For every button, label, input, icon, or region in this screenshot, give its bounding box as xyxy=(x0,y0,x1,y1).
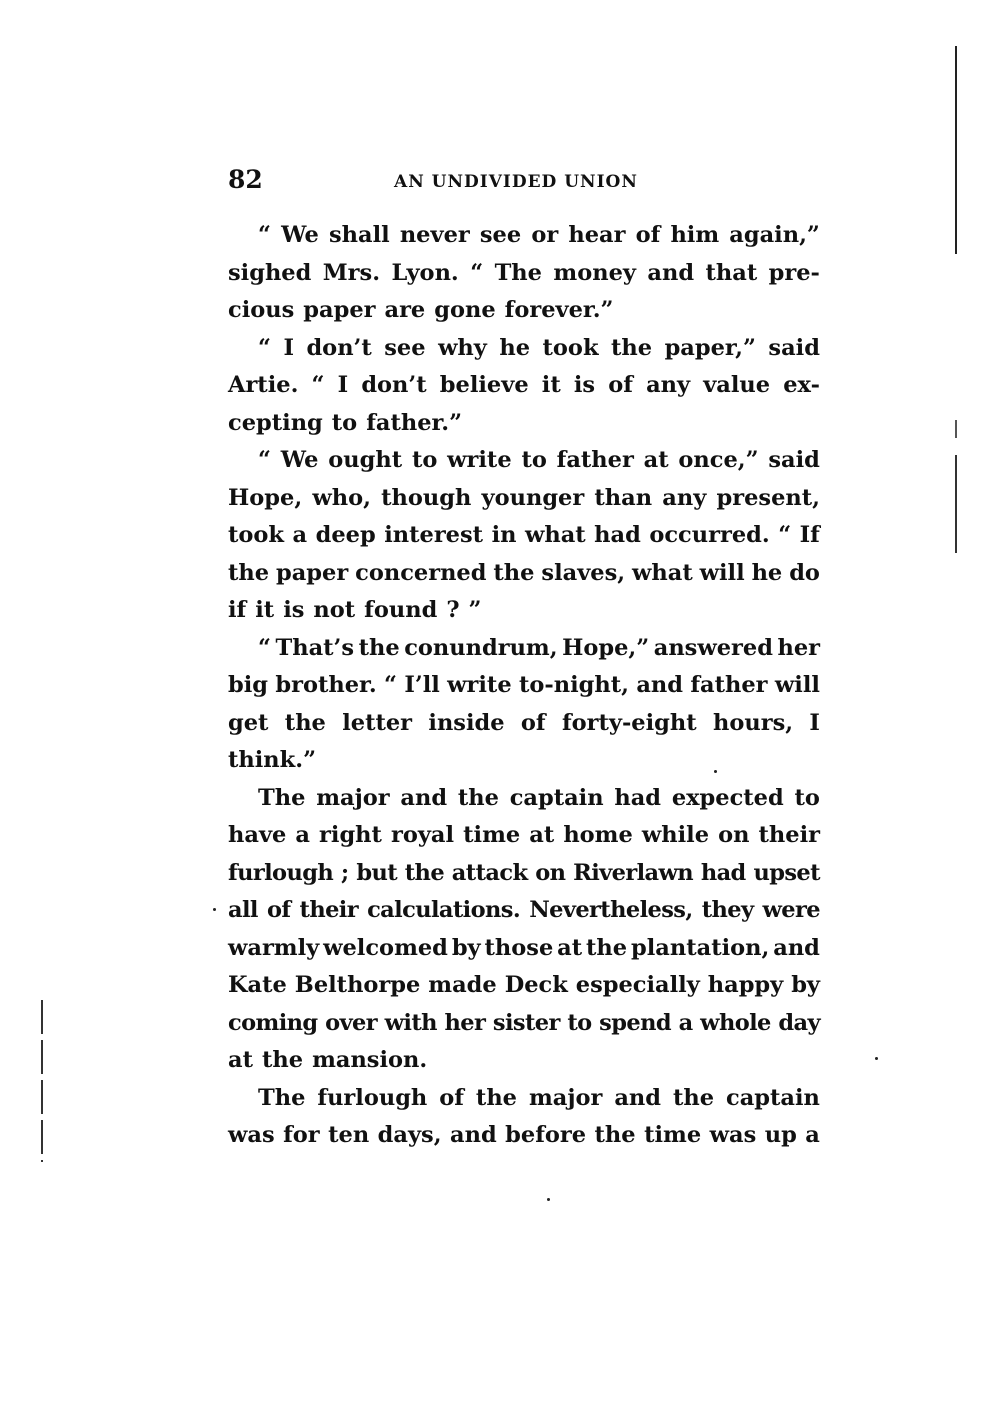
text-line xyxy=(228,817,820,855)
text-line xyxy=(228,1005,820,1043)
text-line xyxy=(228,592,820,630)
word: the xyxy=(475,1084,517,1111)
word: said xyxy=(768,447,820,473)
word: to xyxy=(331,409,358,436)
text-line xyxy=(228,780,820,818)
word: the xyxy=(594,1122,636,1148)
word: major xyxy=(528,1084,603,1111)
word: are xyxy=(384,297,426,323)
word: Lyon. xyxy=(391,259,459,286)
word: “ xyxy=(311,372,325,398)
word: at xyxy=(557,934,583,961)
word: the xyxy=(284,709,326,736)
word: have xyxy=(228,822,287,848)
word: ; xyxy=(340,859,349,886)
word: a xyxy=(805,1122,820,1148)
word: Deck xyxy=(504,972,568,998)
scan-edge-mark xyxy=(955,46,957,254)
scan-edge-mark xyxy=(955,455,957,553)
word: whole xyxy=(700,1009,771,1036)
word: who, xyxy=(312,484,371,511)
word: day xyxy=(778,1009,820,1036)
word: I xyxy=(809,709,820,736)
word: that xyxy=(705,259,758,286)
scan-speck xyxy=(714,770,717,773)
word: write xyxy=(447,672,512,698)
text-line xyxy=(228,480,820,518)
word: paper xyxy=(303,297,376,323)
word: write xyxy=(447,447,512,473)
word: it xyxy=(255,597,275,623)
word: royal xyxy=(391,822,455,848)
word: to-night, xyxy=(519,672,629,698)
word: forty-eight xyxy=(561,709,697,736)
word: cious xyxy=(228,297,295,323)
word: once,” xyxy=(678,447,759,473)
word: to xyxy=(567,1009,592,1036)
word: he xyxy=(499,334,531,361)
word: plantation, xyxy=(631,934,770,961)
word: of xyxy=(635,222,661,248)
word: We xyxy=(280,447,319,473)
word: it xyxy=(541,372,561,398)
word: sighed xyxy=(228,259,312,286)
word: pre- xyxy=(768,259,820,286)
word: a xyxy=(295,822,310,848)
word: to xyxy=(521,447,547,473)
text-line xyxy=(228,630,820,668)
word: the xyxy=(404,859,445,886)
word: is xyxy=(283,597,305,623)
word: Artie. xyxy=(228,372,299,398)
word: brother. xyxy=(275,672,377,698)
word: what xyxy=(632,559,693,586)
word: slaves, xyxy=(541,559,626,586)
word: right xyxy=(319,822,382,848)
word: Mrs. xyxy=(322,259,381,286)
word: Hope, xyxy=(228,484,303,511)
word: present, xyxy=(716,484,820,511)
word: never xyxy=(399,222,470,248)
word: “ xyxy=(258,222,271,248)
word: on xyxy=(718,822,750,848)
word: before xyxy=(505,1122,587,1148)
word: by xyxy=(791,972,820,998)
word: The xyxy=(494,259,542,286)
word: the xyxy=(586,934,628,961)
word: expected xyxy=(671,784,784,811)
word: concerned xyxy=(355,559,487,586)
word: believe xyxy=(439,372,529,398)
running-head xyxy=(228,163,828,197)
word: any xyxy=(662,484,707,511)
word: furlough xyxy=(228,859,334,886)
word: do xyxy=(789,559,820,586)
word: and xyxy=(450,1122,497,1148)
body-text xyxy=(228,217,820,1155)
word: I xyxy=(283,334,294,361)
word: their xyxy=(299,897,358,923)
word: especially xyxy=(575,972,700,998)
word: said xyxy=(768,334,820,361)
text-line xyxy=(228,855,820,893)
word: had xyxy=(700,859,746,886)
word: mansion. xyxy=(312,1047,428,1073)
word: up xyxy=(764,1122,797,1148)
word: spend xyxy=(599,1009,671,1036)
word: the xyxy=(672,1084,715,1111)
word: interest xyxy=(384,522,484,548)
word: he xyxy=(751,559,783,586)
word: and xyxy=(614,1084,661,1111)
text-line xyxy=(228,1042,820,1080)
word: major xyxy=(316,784,390,811)
word: though xyxy=(381,484,472,511)
text-line xyxy=(228,330,820,368)
text-line xyxy=(228,405,820,443)
word: her xyxy=(777,634,820,661)
word: found xyxy=(364,597,438,623)
word: occurred. xyxy=(649,522,770,548)
word: attack xyxy=(451,859,528,886)
word: I’ll xyxy=(404,672,440,698)
word: letter xyxy=(342,709,413,736)
word: inside xyxy=(428,709,505,736)
word: shall xyxy=(328,222,390,248)
word: happy xyxy=(707,972,784,998)
scan-edge-mark xyxy=(41,1000,43,1162)
word: home xyxy=(563,822,633,848)
word: time xyxy=(644,1122,702,1148)
scan-edge-mark xyxy=(955,420,957,438)
text-line xyxy=(228,367,820,405)
word: at xyxy=(529,822,555,848)
word: captain xyxy=(726,1084,820,1111)
word: calculations. xyxy=(367,897,521,923)
word: the xyxy=(611,334,653,361)
word: answered xyxy=(653,634,773,661)
word: “ xyxy=(778,522,792,548)
word: “ xyxy=(258,334,271,361)
word: to xyxy=(411,447,438,473)
text-line xyxy=(228,255,820,293)
word: furlough xyxy=(317,1084,428,1111)
word: hours, xyxy=(712,709,794,736)
word: days, xyxy=(377,1122,442,1148)
word: ex- xyxy=(783,372,820,398)
word: any xyxy=(646,372,691,398)
word: We xyxy=(281,222,319,248)
word: father xyxy=(690,672,768,698)
text-line xyxy=(228,967,820,1005)
scan-speck xyxy=(875,1057,878,1060)
word: see xyxy=(384,334,426,361)
word: cepting xyxy=(228,409,323,436)
text-line xyxy=(228,555,820,593)
text-line xyxy=(228,705,820,743)
word: had xyxy=(614,784,662,811)
text-line xyxy=(228,442,820,480)
word: were xyxy=(762,897,820,923)
scan-speck xyxy=(547,1198,550,1201)
word: and xyxy=(647,259,695,286)
word: value xyxy=(703,372,771,398)
word: for xyxy=(283,1122,320,1148)
word: gone xyxy=(434,297,496,323)
word: welcomed xyxy=(323,934,448,961)
word: all xyxy=(228,897,258,923)
word: I xyxy=(337,372,349,398)
word: is xyxy=(573,372,596,398)
text-line xyxy=(228,892,820,930)
word: get xyxy=(228,709,269,736)
word: will xyxy=(774,672,820,698)
word: was xyxy=(228,1122,275,1148)
word: deep xyxy=(315,522,376,548)
word: why xyxy=(438,334,487,361)
word: was xyxy=(709,1122,757,1148)
word: father.” xyxy=(366,409,463,436)
word: ” xyxy=(468,597,482,623)
word: Hope,” xyxy=(562,634,650,661)
text-line xyxy=(228,667,820,705)
word: The xyxy=(258,784,306,811)
word: with xyxy=(384,1009,437,1036)
word: their xyxy=(758,822,820,848)
text-line xyxy=(228,517,820,555)
word: big xyxy=(228,672,269,698)
word: on xyxy=(535,859,566,886)
word: to xyxy=(794,784,820,811)
word: ten xyxy=(328,1122,370,1148)
word: If xyxy=(799,522,820,548)
word: of xyxy=(520,709,546,736)
word: made xyxy=(428,972,497,998)
word: “ xyxy=(384,672,397,698)
word: will xyxy=(699,559,745,586)
word: Riverlawn xyxy=(573,859,694,886)
word: “ xyxy=(258,634,271,661)
text-line xyxy=(228,217,820,255)
word: think.” xyxy=(228,747,317,773)
word: don’t xyxy=(361,372,427,398)
text-line xyxy=(228,742,820,780)
word: they xyxy=(701,897,754,923)
word: don’t xyxy=(306,334,372,361)
word: again,” xyxy=(729,222,820,248)
word: at xyxy=(228,1047,253,1073)
running-title: AN UNDIVIDED UNION xyxy=(394,172,638,192)
word: while xyxy=(641,822,710,848)
word: and xyxy=(400,784,448,811)
word: warmly xyxy=(228,934,320,961)
word: what xyxy=(524,522,586,548)
word: money xyxy=(553,259,636,286)
word: younger xyxy=(481,484,585,511)
word: the xyxy=(261,1047,304,1073)
word: captain xyxy=(509,784,604,811)
word: conundrum, xyxy=(404,634,558,661)
word: the xyxy=(358,634,400,661)
word: paper,” xyxy=(664,334,756,361)
text-line xyxy=(228,292,820,330)
word: than xyxy=(594,484,653,511)
text-line xyxy=(228,1080,820,1118)
word: not xyxy=(313,597,356,623)
scan-speck xyxy=(213,908,216,911)
word: paper xyxy=(276,559,349,586)
word: and xyxy=(773,934,820,961)
word: took xyxy=(228,522,284,548)
word: or xyxy=(531,222,559,248)
word: a xyxy=(678,1009,693,1036)
word: the xyxy=(228,559,270,586)
word: in xyxy=(491,522,517,548)
word: That’s xyxy=(275,634,355,661)
word: him xyxy=(670,222,720,248)
word: a xyxy=(292,522,308,548)
word: but xyxy=(356,859,398,886)
word: if xyxy=(228,597,247,623)
word: The xyxy=(258,1084,306,1111)
word: took xyxy=(542,334,599,361)
word: at xyxy=(643,447,669,473)
word: Kate xyxy=(228,972,287,998)
word: hear xyxy=(568,222,626,248)
word: had xyxy=(594,522,641,548)
word: see xyxy=(479,222,522,248)
text-line xyxy=(228,1117,820,1155)
word: “ xyxy=(258,447,271,473)
word: coming xyxy=(228,1009,318,1036)
word: sister xyxy=(492,1009,560,1036)
word: by xyxy=(451,934,481,961)
word: the xyxy=(457,784,499,811)
word: those xyxy=(484,934,554,961)
word: forever.” xyxy=(504,297,614,323)
word: “ xyxy=(470,259,484,286)
word: Nevertheless, xyxy=(529,897,693,923)
word: father xyxy=(556,447,634,473)
word: of xyxy=(608,372,633,398)
word: ? xyxy=(446,597,460,623)
text-line xyxy=(228,930,820,968)
page-number: 82 xyxy=(228,165,263,194)
word: of xyxy=(266,897,291,923)
word: the xyxy=(493,559,535,586)
word: upset xyxy=(753,859,820,886)
word: time xyxy=(463,822,521,848)
word: her xyxy=(444,1009,486,1036)
word: ought xyxy=(328,447,403,473)
word: of xyxy=(439,1084,464,1111)
word: over xyxy=(325,1009,378,1036)
word: Belthorpe xyxy=(294,972,421,998)
word: and xyxy=(636,672,683,698)
